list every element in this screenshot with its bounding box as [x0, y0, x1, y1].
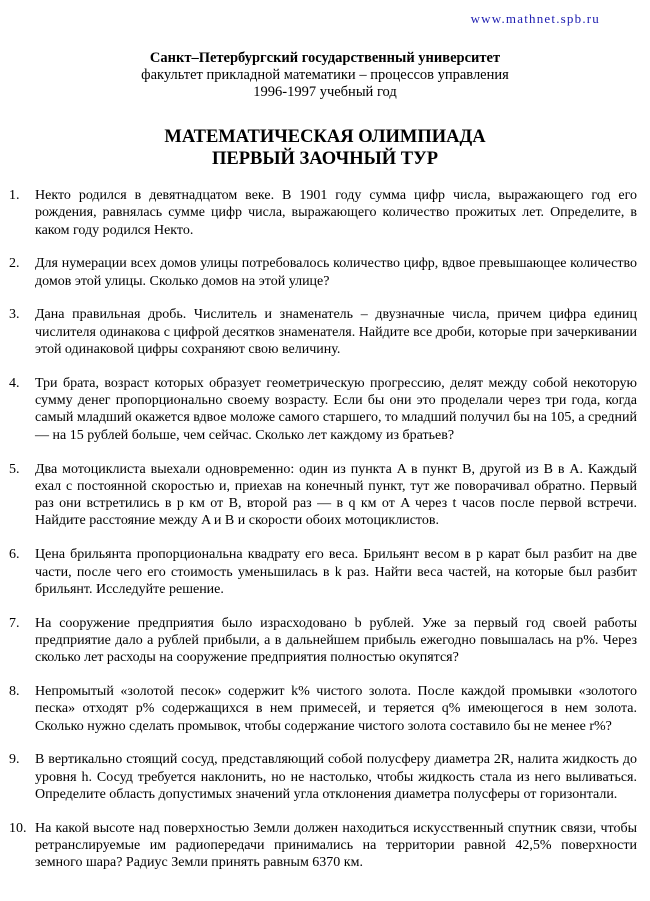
problem-number: 4.: [9, 375, 20, 391]
site-url[interactable]: www.mathnet.spb.ru: [470, 11, 600, 26]
problem-item: [9, 255, 637, 290]
title-line-1: МАТЕМАТИЧЕСКАЯ ОЛИМПИАДА: [164, 127, 486, 147]
problem-item: [9, 820, 637, 872]
faculty-name: факультет прикладной математики – процессов управления: [141, 67, 509, 83]
problem-item: [9, 187, 637, 239]
problem-number: 1.: [9, 188, 20, 203]
problem-text: Цена брильянта пропорциональна квадрату его веса. Брильянт весом в p карат был разбит на две части, после чего его стоимость уменьшилась в k раз. Найти веса частей, на которые был разбит брильянт. Исследуйте решение.: [35, 547, 637, 597]
title-line-2: ПЕРВЫЙ ЗАОЧНЫЙ ТУР: [211, 149, 439, 169]
problem-item: [9, 615, 637, 667]
problem-text: Дана правильная дробь. Числитель и знаменатель – двузначные числа, причем цифра единиц числителя одинакова с цифрой десятков знаменателя. Найдите все дроби, которые при зачеркивании этой одинаковой цифры сохраняют свою величину.: [35, 307, 637, 358]
document-header: [0, 50, 650, 101]
problem-item: [9, 375, 637, 444]
problem-text: Непромытый «золотой песок» содержит k% чистого золота. После каждой промывки «золотого песка» отходят p% содержащихся в нем примесей, и теряется q% имеющегося в нем золота. Сколько нужно сделать промывок, чтобы содержание чистого золота составило бы не менее r%?: [35, 684, 637, 734]
problem-number: 8.: [9, 684, 20, 700]
problem-text: На какой высоте над поверхностью Земли должен находиться искусственный спутник связи, чтобы ретранслируемые им радиопередачи принимались на территории равной 42,5% поверхности земного шара? Радиус Земли принять равным 6370 км.: [35, 820, 637, 871]
problem-item: [9, 306, 637, 358]
problem-item: [9, 546, 637, 598]
problem-item: [9, 461, 637, 530]
problem-text: Два мотоциклиста выехали одновременно: один из пункта A в пункт B, другой из B в A. Каждый ехал с постоянной скоростью и, приехав на конечный пункт, тут же поворачивал обратно. Первый раз они встретились в p км от B, второй раз — в q км от A через t часов после первой встречи. Найдите расстояние между A и B и скорости обоих мотоциклистов.: [35, 461, 637, 529]
problem-item: [9, 683, 637, 735]
problem-number: 5.: [9, 461, 20, 477]
problem-text: Для нумерации всех домов улицы потребовалось количество цифр, вдвое превышающее количество домов этой улицы. Сколько домов на этой улице?: [35, 256, 637, 289]
problem-number: 6.: [9, 547, 20, 563]
problem-number: 7.: [9, 615, 20, 631]
problem-text: В вертикально стоящий сосуд, представляющий собой полусферу диаметра 2R, налита жидкость до уровня h. Сосуд требуется наклонить, но не настолько, чтобы жидкость стала из него выливаться. Определите область допустимых значений угла отклонения диаметра полусферы от горизонтали.: [35, 752, 637, 803]
problem-text: На сооружение предприятия было израсходовано b рублей. Уже за первый год своей работы предприятие дало a рублей прибыли, а в дальнейшем прибыль ежегодно повышалась на p%. Через сколько лет расходы на сооружение предприятия полностью окупятся?: [35, 615, 637, 666]
problem-list: [9, 187, 637, 888]
problem-item: [9, 751, 637, 803]
academic-year: 1996-1997 учебный год: [253, 84, 397, 100]
university-name: Санкт–Петербургский государственный университет: [149, 50, 501, 66]
problem-number: 10.: [9, 820, 27, 836]
problem-number: 9.: [9, 752, 20, 768]
problem-text: Три брата, возраст которых образует геометрическую прогрессию, делят между собой некоторую сумму денег пропорционально своему возрасту. Если бы они это проделали через три года, когда самый младший окажется вдвое моложе самого старшего, то младший получил бы на 105, а средний — на 15 рублей больше, чем сейчас. Сколько лет каждому из братьев?: [35, 375, 637, 443]
problem-number: 3.: [9, 307, 20, 323]
problem-text: Некто родился в девятнадцатом веке. В 1901 году сумма цифр числа, выражающего год его рождения, равнялась сумме цифр числа, выражающего количество прожитых лет. Определите, в каком году родился Некто.: [35, 188, 637, 238]
problem-number: 2.: [9, 256, 20, 272]
document-title: [0, 126, 650, 170]
